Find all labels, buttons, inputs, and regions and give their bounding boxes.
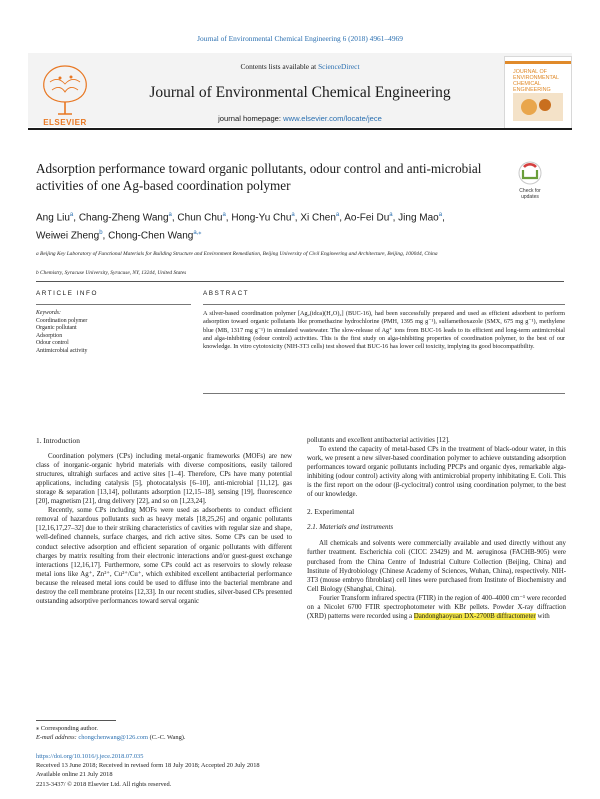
cover-line: CHEMICAL xyxy=(513,81,541,87)
journal-cover-thumbnail xyxy=(504,56,572,130)
footnotes xyxy=(36,724,336,742)
section-heading-experimental: 2. Experimental xyxy=(307,507,355,517)
email-label: E-mail address: xyxy=(36,734,79,741)
check-updates-line2: updates xyxy=(521,194,539,200)
author-name[interactable]: Hong-Yu Chu xyxy=(231,212,292,224)
author-affiliation-mark[interactable]: a xyxy=(168,212,172,218)
cover-line: JOURNAL OF xyxy=(513,69,547,75)
journal-citation[interactable]: Journal of Environmental Chemical Engineering 6 (2018) 4961–4969 xyxy=(197,34,403,43)
email-line xyxy=(36,733,336,742)
spacer xyxy=(307,499,566,507)
check-updates-line1: Check for xyxy=(519,188,541,194)
copyright-line: 2213-3437/ © 2018 Elsevier Ltd. All rights reserved. xyxy=(36,780,172,788)
abstract-heading: ABSTRACT xyxy=(203,290,250,297)
keyword-item: Odour control xyxy=(36,340,69,347)
info-divider xyxy=(36,281,564,282)
article-title: Adsorption performance toward organic pollutants, odour control and anti-microbial activities of one Ag-based coordination polymer xyxy=(36,161,482,193)
paragraph: Recently, some CPs including MOFs were used as adsorbents to conduct efficient removal of hazardous pollutants such as heavy metals [18,25,26] and organic pollutants [12,16,17,27–32] due to their striking characteristics of cavities with regular size and shape, well-defined channels, surface charges, and rich active sites. Some CPs can be used to conduct selective adsorption and efficient separation of organic pollutants with different charges by matrix resulting from their electronic interactions and/or guest-guest exchange interactions [12,16,17]. Furthermore, some CPs could act as reservoirs to slowly release metal ions like Ag⁺, Zn²⁺, Cu²⁺/Cu⁺, which exhibited excellent antibacterial performance because the released metal ions could be used to diffuse into the bacterial membrane and destroy the cell membrane proteins [12,33]. In our recent studies, silver-based CPs presented outstanding adsorptive performances toward serval organic xyxy=(36,507,292,605)
author-affiliation-mark[interactable]: a xyxy=(438,212,443,218)
keyword-item: Adsorption xyxy=(36,332,63,339)
paragraph-text: Fourier Transform infrared spectra (FTIR) in the region of 400–4000 cm⁻¹ were recorded on a Nicolet 6700 FTIR spectrophotometer with KBr pellets. Powder X-ray diffraction (XRD) patterns were recorded using a xyxy=(307,594,566,620)
elsevier-tree-logo-icon xyxy=(32,58,98,120)
article-info-rule xyxy=(36,304,191,305)
paragraph: To extend the capacity of metal-based CPs in the treatment of black-odour water, in this work, we present a new silver-based coordination polymer to achieve outstanding adsorption performances toward organic pollutants including PPCPs and organic dyes, remarkable alga-inhibiting (odour control) activity along with antimicrobial property inhibitating E. Coli. This is the first report on the odour (β-cyclocitral) control using coordination polymer, to the best of our knowledge. xyxy=(307,446,566,499)
body-left-column xyxy=(36,436,292,606)
abstract-rule xyxy=(203,304,565,305)
author-name[interactable]: Jing Mao xyxy=(398,212,439,224)
author-list xyxy=(36,208,556,244)
paragraph xyxy=(307,594,566,621)
keyword-item: Organic pollutant xyxy=(36,325,77,332)
author-name[interactable]: Ang Liu xyxy=(36,212,70,224)
abstract-text: A silver-based coordination polymer [Ag₂(idca)(H₂O)₂] (BUC-16), had been successfully prepared and used as efficient adsorbent to perform adsorption toward organic pollutants like promethazine hydrochlorine (PMH, 1395 mg g⁻¹), sulfamethoxazole (SMX, 675 mg g⁻¹), methylene blue (MB, 1317 mg g⁻¹) in simulated wastewater. The slow-release of Ag⁺ ions from BUC-16 leads to its efficient and long-term antimicrobial and alga-inhibiting (odour control) activities. This is the first study on alga-inhibiting properties of coordination polymer, to the best of our knowledge. In vitro cytotoxicity (NIH-3T3 cells) test showed that BUC-16 has lower cell toxicity, implying its good biocompatibility. xyxy=(203,310,565,351)
author-name[interactable]: Xi Chen xyxy=(300,212,336,224)
email-suffix: (C.-C. Wang). xyxy=(147,734,186,741)
author-affiliation-mark[interactable]: a xyxy=(69,212,74,218)
received-dates: Received 13 June 2018; Received in revised form 18 July 2018; Accepted 20 July 2018 xyxy=(36,762,260,770)
online-date: Available online 21 July 2018 xyxy=(36,771,113,779)
author-name[interactable]: Chang-Zheng Wang xyxy=(78,212,169,224)
abstract-end-rule xyxy=(203,393,565,394)
affiliation-a: a Beijing Key Laboratory of Functional Materials for Building Structure and Environment Remediation, Beijing University of Civil Engineering and Architecture, Beijing, 100044, China xyxy=(36,251,438,257)
author-affiliation-mark[interactable]: a xyxy=(335,212,340,218)
author-name[interactable]: Chun Chu xyxy=(177,212,223,224)
author-name[interactable]: Weiwei Zheng xyxy=(36,230,100,242)
author-affiliation-mark[interactable]: a xyxy=(389,212,393,218)
check-for-updates-icon[interactable] xyxy=(510,158,550,202)
header-divider xyxy=(28,128,572,130)
journal-homepage xyxy=(100,114,500,123)
affiliation-b: b Chemistry, Syracuse University, Syracuse, NY, 13244, United States xyxy=(36,270,187,276)
homepage-link[interactable]: www.elsevier.com/locate/jece xyxy=(283,114,382,123)
contents-line xyxy=(100,62,500,71)
author-line-1: Ang Liu$^a$, Chang-Zheng Wang$^a$, Chun Chu$^a$, Hong-Yu Chu$^a$, Xi Chen$^a$, Ao-Fei Du$^a$, Jing Mao$^a$, xyxy=(36,212,445,224)
publisher-name: ELSEVIER xyxy=(43,118,87,127)
author-affiliation-mark[interactable]: a xyxy=(291,212,295,218)
paragraph: pollutants and excellent antibacterial activities [12]. xyxy=(307,437,450,444)
keywords-label: Keywords: xyxy=(36,310,61,316)
email-link[interactable]: chongchenwang@126.com xyxy=(78,734,148,741)
author-affiliation-mark[interactable]: a xyxy=(222,212,226,218)
body-right-column xyxy=(307,436,566,621)
article-info-heading: ARTICLE INFO xyxy=(36,290,98,297)
keyword-item: Coordination polymer xyxy=(36,317,88,324)
doi-link[interactable]: https://doi.org/10.1016/j.jece.2018.07.035 xyxy=(36,753,144,760)
contents-prefix: Contents lists available at xyxy=(240,62,319,71)
journal-name: Journal of Environmental Chemical Engineering xyxy=(149,84,451,101)
corresponding-author-note: ⁎ Corresponding author. xyxy=(36,725,98,732)
footnote-rule xyxy=(36,720,116,721)
paragraph: All chemicals and solvents were commercially available and used directly without any further treatment. Escherichia coli (CICC 23429) and M. aeruginosa (FACHB-905) were purchased from the China Centre of Industrial Culture Collection (Beijing, China) and Institute of Hydrobiology (Chinese Academy of Sciences, Wuhan, China), respectively. NIH-3T3 (mouse embryo fibroblast) cell lines were purchased from Institute of Biochemistry and Cell Biology (Shanghai, China). xyxy=(307,540,566,593)
highlighted-text[interactable]: Dandonghaoyuan DX-2700B diffractometer xyxy=(413,612,536,620)
author-name[interactable]: Chong-Chen Wang xyxy=(108,230,194,242)
subsection-heading-materials: 2.1. Materials and instruments xyxy=(307,523,394,532)
sciencedirect-link[interactable]: ScienceDirect xyxy=(318,62,360,71)
publication-info xyxy=(36,752,436,789)
author-affiliation-mark[interactable]: a,⁎ xyxy=(193,229,202,236)
keywords-block xyxy=(36,310,196,356)
keyword-item: Antimicrobial activity xyxy=(36,347,88,354)
author-affiliation-mark[interactable]: b xyxy=(99,229,103,236)
homepage-prefix: journal homepage: xyxy=(218,114,284,123)
cover-stripe xyxy=(505,61,571,64)
paragraph: Coordination polymers (CPs) including metal-organic frameworks (MOFs) are new class of inorganic-organic hybrid materials with diverse compositions, easily tailored structures, ultrahigh surfaces and active sites [1–4]. Therefore, CPs have many potential applications, including catalysis [5], photocatalysis [6–10], anti-microbial [11,12], gas storage & separation [13,14], pollutants adsorption [12,15–18], sensing [19], fluorescence [20], magnetism [21], drug delivery [22], and so on [1,23,24]. xyxy=(36,453,292,506)
cover-graphic-icon xyxy=(513,93,563,121)
author-line-2: Weiwei Zheng$^b$, Chong-Chen Wang$^{a,⁎}$ xyxy=(36,229,202,242)
author-name[interactable]: Ao-Fei Du xyxy=(344,212,390,224)
cover-line: ENVIRONMENTAL xyxy=(513,75,560,81)
paragraph-text-tail: with xyxy=(535,612,550,620)
cover-line: ENGINEERING xyxy=(513,87,551,93)
section-heading-introduction: 1. Introduction xyxy=(36,436,80,445)
cover-title xyxy=(513,69,569,93)
